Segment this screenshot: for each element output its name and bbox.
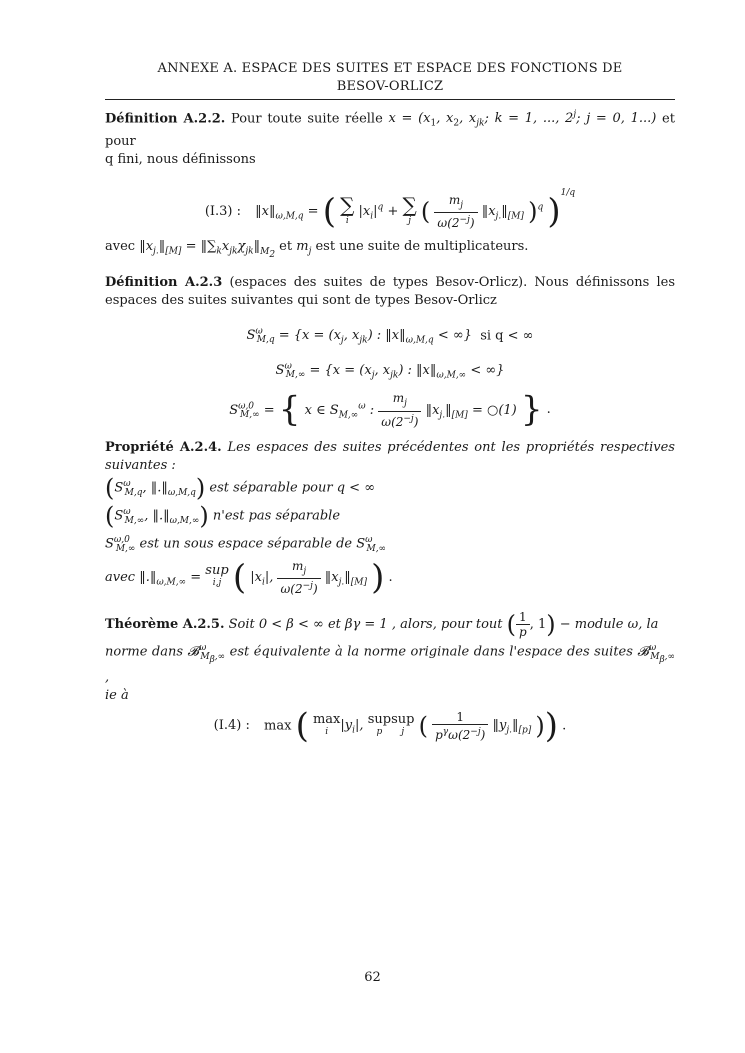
- header-line-2: BESOV-ORLICZ: [336, 79, 444, 94]
- equation-sminf0: $S^{\omega,0}_{M,\infty}$ = { x ∈ $S_{M,\infty}^\omega$ : $\frac{m_j}{\omega(2^{-j})}$ $‖x_{j.}‖_{[M]}$ = ○(1) } .: [229, 390, 551, 431]
- theorem-a25-label: Théorème A.2.5.: [105, 616, 225, 632]
- definition-a22-text-b: et pour: [105, 111, 675, 149]
- property-norm-definition: avec $‖.‖_{\omega,M,\infty}$ = sup i,j ( $|x_i|$, $\frac{m_j}{\omega(2^{-j})}$ $‖x_{j.}‖_{[M]}$ ) .: [105, 557, 393, 598]
- equation-i3: (I.3) : $‖x‖_{\omega,M,q}$ = ( ∑ i $|x_i|^q$ + ∑ j ( $\frac{m_j}{\omega(2^{-j})}$ $‖x_{j.}‖_{[M]}$ )$^q$ )$^{1/q}$: [204, 187, 576, 232]
- definition-a22-after: avec $‖x_{j.}‖_{[M]}$ = $‖\sum_kx_{jk}\chi_{jk}‖_{M_2}$ et $m_j$ est une suite de multiplicateurs.: [105, 239, 529, 260]
- equation-i4-number: (I.4) :: [213, 718, 250, 734]
- equation-i3-number: (I.3) :: [204, 203, 242, 219]
- equation-sminf: $S^\omega_{M,\infty} = \{x = (x_j$, $x_{jk}$) : $‖x‖_{\omega,M,\infty}$ < ∞}: [275, 361, 505, 381]
- property-a24-label: Propriété A.2.4.: [105, 439, 222, 455]
- running-header: [105, 60, 675, 96]
- definition-a22-label: Définition A.2.2.: [105, 111, 226, 127]
- property-a24-text: Les espaces des suites précédentes ont les propriétés respectives suivantes :: [105, 439, 675, 473]
- theorem-a25: Théorème A.2.5. Soit 0 < β < ∞ et βγ = 1 , alors, pour tout ( $\frac{1}{p}$ , 1) − module ω, la: [105, 609, 659, 639]
- definition-a23-label: Définition A.2.3: [105, 274, 223, 290]
- page-number: 62: [364, 970, 381, 985]
- definition-a22-sequence: $x = (x_1$, $x_2$, $x_{jk}$; k = 1, ..., 2$^j$; j = 0, 1...): [388, 110, 657, 129]
- header-rule: [105, 99, 675, 100]
- page-content: [105, 60, 675, 747]
- property-item-1: ($S^\omega_{M,q}$, $‖.‖_{\omega,M,q}$) est séparable pour q < ∞: [105, 473, 376, 502]
- definition-a22-text-c: q fini, nous définissons: [105, 151, 256, 167]
- equation-i4: (I.4) : max ( max i $|y_i|$, sup p sup j ( $\frac{1}{p^\gamma\omega(2^{-j})}$ $‖y_{j.}‖_{[p]}$ )) .: [213, 705, 567, 746]
- equation-smq-condition: si q < ∞: [480, 327, 534, 343]
- theorem-a25-continued: norme dans 𝓑$^\omega_{M_\beta,\infty}$ est équivalente à la norme originale dans l'espace des suites 𝓑$^\omega_{M_\beta,\infty}$ , ie à: [105, 642, 675, 703]
- definition-a23-text: (espaces des suites de types Besov-Orlicz). Nous définissons les espaces des suites suivantes qui sont de types Besov-Orlicz: [105, 274, 675, 308]
- equation-smq: $S^\omega_{M,q} = \{x = (x_j$, $x_{jk}$) : $‖x‖_{\omega,M,q}$ < ∞} si q < ∞: [246, 326, 534, 346]
- property-a24: [105, 439, 675, 475]
- definition-a23: [105, 274, 675, 310]
- property-item-3: $S^{\omega,0}_{M,\infty}$ est un sous espace séparable de $S^\omega_{M,\infty}$: [105, 534, 387, 554]
- definition-a22-text-a: Pour toute suite réelle: [225, 111, 389, 127]
- property-item-2: ($S^\omega_{M,\infty}$, $‖.‖_{\omega,M,\infty}$) n'est pas séparable: [105, 501, 341, 530]
- definition-a22: [105, 106, 675, 169]
- header-line-1: ANNEXE A. ESPACE DES SUITES ET ESPACE DES FONCTIONS DE: [157, 61, 623, 76]
